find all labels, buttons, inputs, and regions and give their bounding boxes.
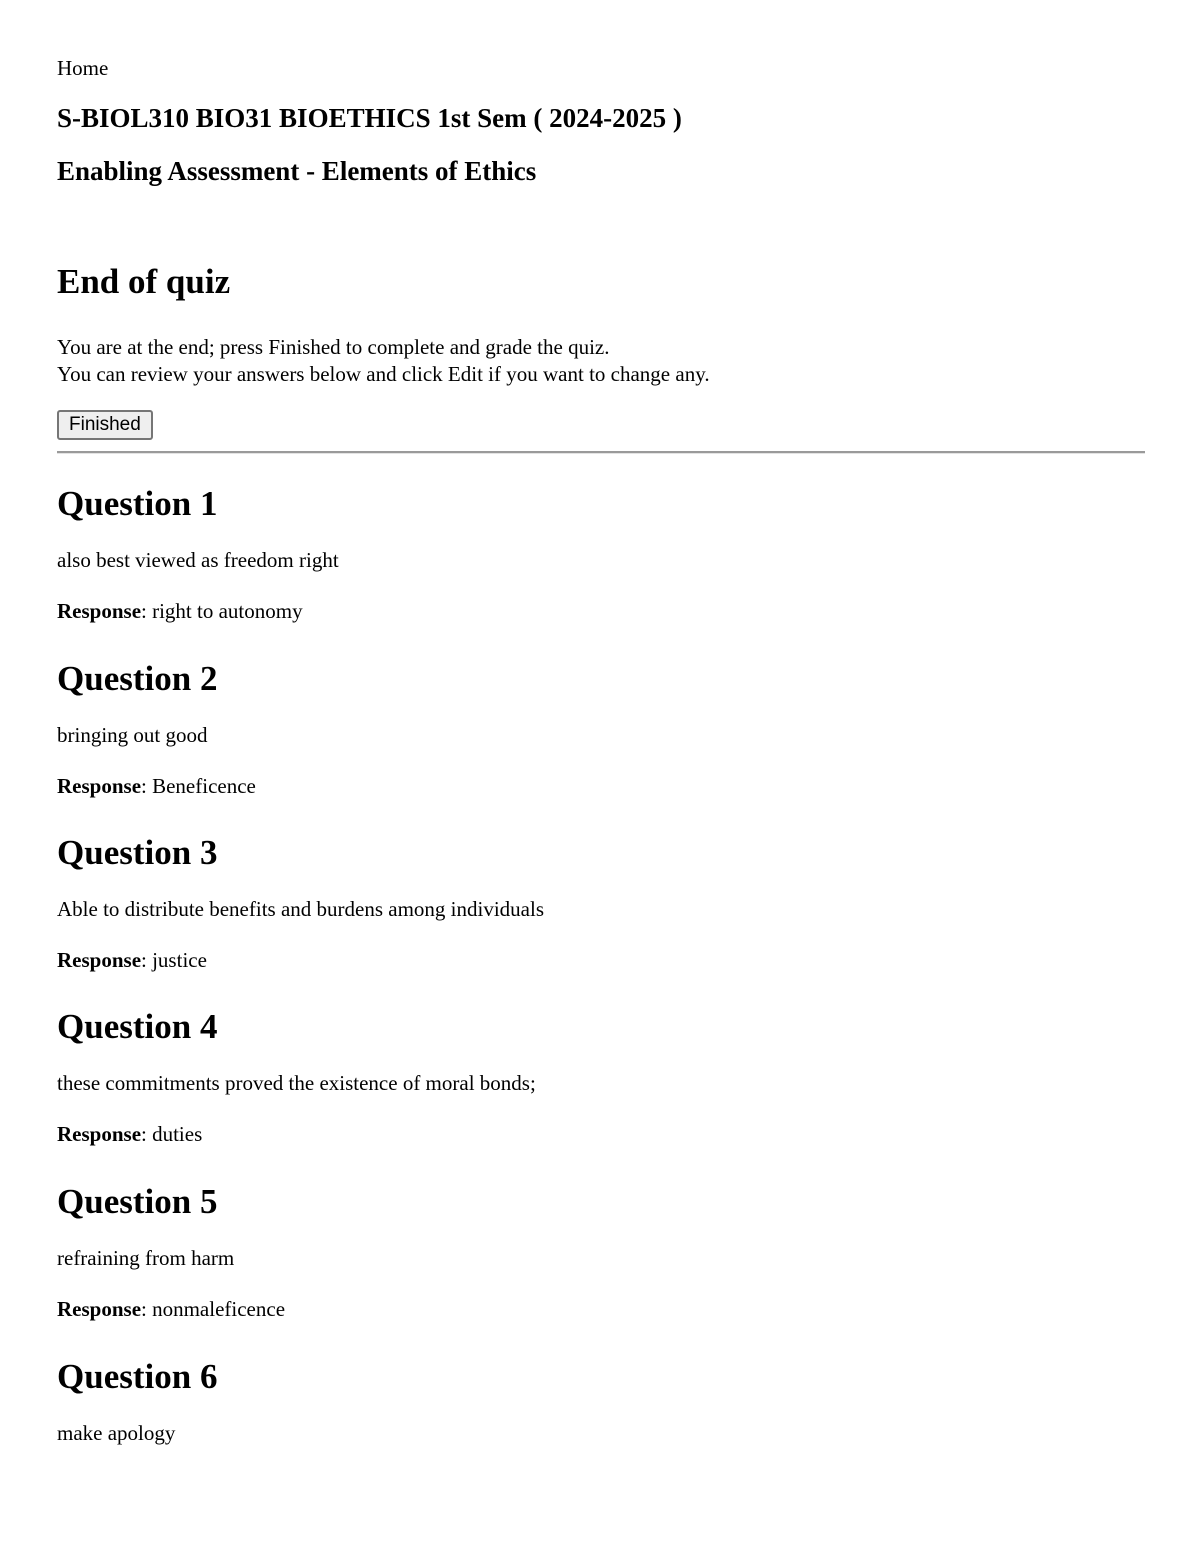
question-response <box>57 1297 285 1322</box>
response-label: Response <box>57 1297 142 1321</box>
response-value: : duties <box>141 1122 203 1146</box>
question-heading: Question 5 <box>57 1182 218 1221</box>
question-text: bringing out good <box>57 723 208 747</box>
question-heading: Question 3 <box>57 833 218 872</box>
question-heading: Question 2 <box>57 659 218 698</box>
question-response <box>57 774 256 799</box>
question-heading: Question 1 <box>57 484 218 523</box>
question-text: also best viewed as freedom right <box>57 548 339 572</box>
question-text: Able to distribute benefits and burdens among individuals <box>57 897 544 921</box>
response-value: : right to autonomy <box>141 599 303 623</box>
response-label: Response <box>57 599 142 623</box>
question-text: these commitments proved the existence of moral bonds; <box>57 1071 536 1095</box>
question-response <box>57 1122 202 1147</box>
response-value: : justice <box>141 948 207 972</box>
response-label: Response <box>57 948 142 972</box>
course-title: S-BIOL310 BIO31 BIOETHICS 1st Sem ( 2024-2025 ) <box>57 103 682 133</box>
finished-button[interactable]: Finished <box>57 410 153 440</box>
response-value: : nonmaleficence <box>141 1297 286 1321</box>
response-label: Response <box>57 774 142 798</box>
quiz-title: Enabling Assessment - Elements of Ethics <box>57 156 537 186</box>
question-text: refraining from harm <box>57 1246 235 1270</box>
question-heading: Question 6 <box>57 1357 218 1396</box>
end-of-quiz-heading: End of quiz <box>57 262 231 301</box>
question-text: make apology <box>57 1421 176 1445</box>
home-link[interactable]: Home <box>57 56 109 80</box>
instruction-line-1: You are at the end; press Finished to complete and grade the quiz. <box>57 335 610 359</box>
response-value: : Beneficence <box>141 774 256 798</box>
section-divider <box>57 451 1145 454</box>
response-label: Response <box>57 1122 142 1146</box>
question-response <box>57 948 207 973</box>
question-heading: Question 4 <box>57 1007 218 1046</box>
end-of-quiz-instructions <box>57 334 710 388</box>
instruction-line-2: You can review your answers below and click Edit if you want to change any. <box>57 362 710 386</box>
question-response <box>57 599 303 624</box>
